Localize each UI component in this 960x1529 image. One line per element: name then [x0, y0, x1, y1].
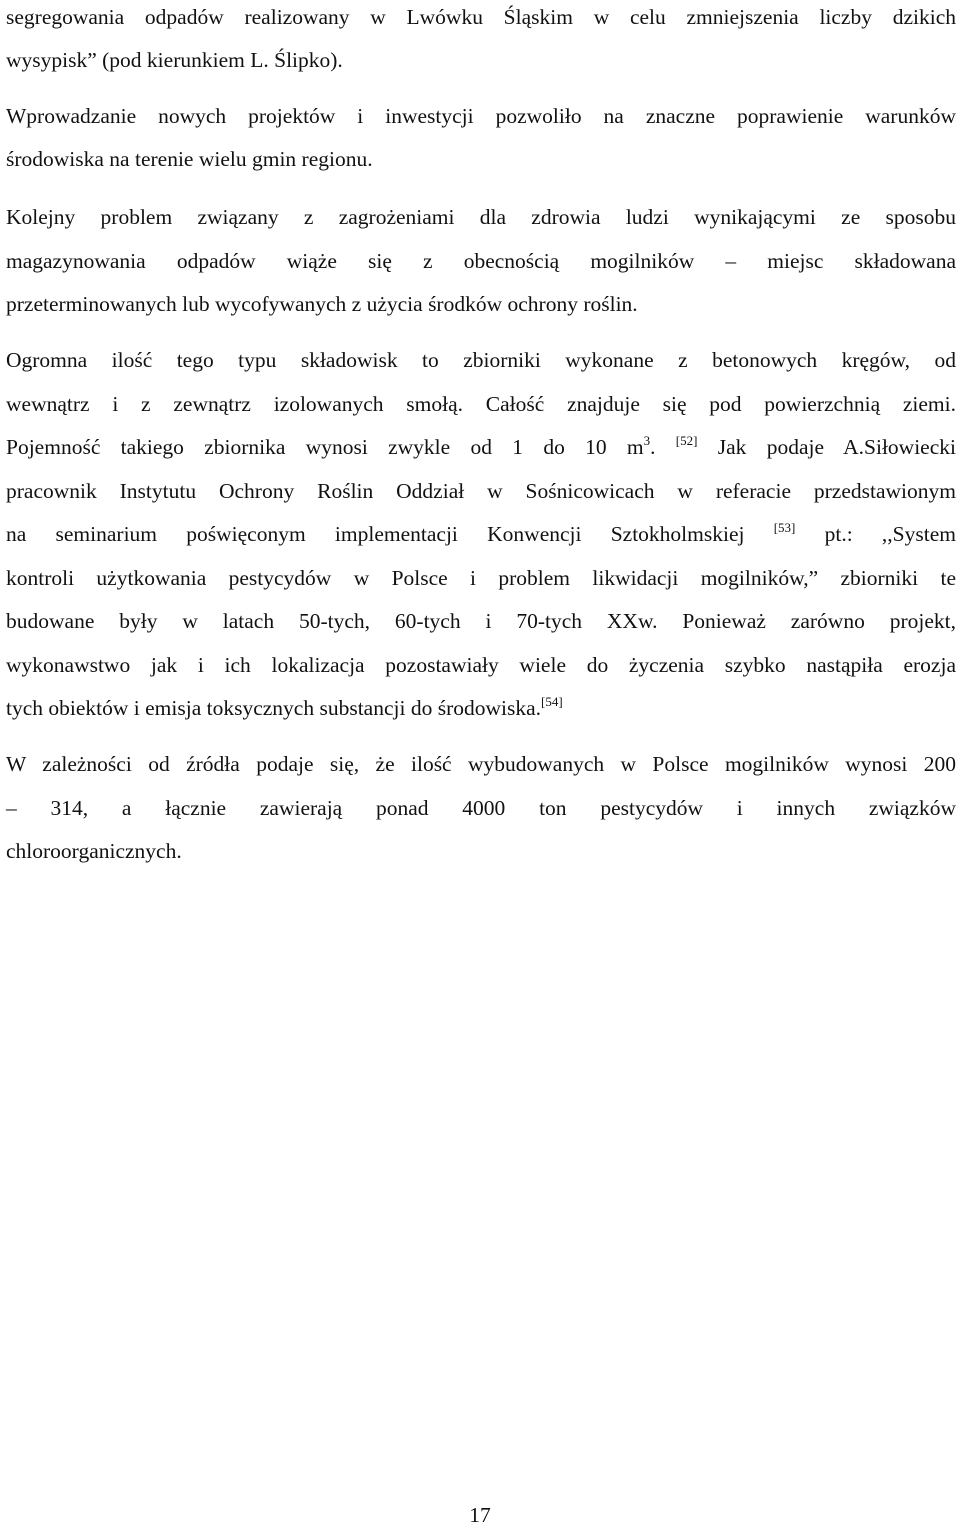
footnote-ref: [52] — [675, 433, 698, 448]
text-line: Wprowadzanie nowych projektów i inwestycji pozwoliło na znaczne poprawienie warunków — [6, 104, 956, 128]
footnote-ref: [53] — [773, 520, 796, 535]
text-segment: pt.: ,,System — [795, 522, 956, 546]
superscript: 3 — [643, 433, 651, 448]
text-line: budowane były w latach 50-tych, 60-tych i 70-tych XXw. Ponieważ zarówno projekt, — [6, 609, 956, 633]
text-line: segregowania odpadów realizowany w Lwówku Śląskim w celu zmniejszenia liczby dzikich — [6, 5, 956, 29]
text-line: wykonawstwo jak i ich lokalizacja pozostawiały wiele do życzenia szybko nastąpiła erozja — [6, 653, 956, 677]
text-line: magazynowania odpadów wiąże się z obecnością mogilników – miejsc składowana — [6, 249, 956, 273]
text-line: chloroorganicznych. — [6, 839, 182, 863]
text-segment: . — [650, 435, 676, 459]
text-segment: tych obiektów i emisja toksycznych substancji do środowiska. — [6, 696, 542, 720]
text-line: wysypisk” (pod kierunkiem L. Ślipko). — [6, 48, 343, 72]
text-segment: Jak podaje A.Siłowiecki — [697, 435, 956, 459]
text-line: wewnątrz i z zewnątrz izolowanych smołą. Całość znajduje się pod powierzchnią ziemi. — [6, 392, 956, 416]
text-line: pracownik Instytutu Ochrony Roślin Oddział w Sośnicowicach w referacie przedstawionym — [6, 479, 956, 503]
text-line: Ogromna ilość tego typu składowisk to zbiorniki wykonane z betonowych kręgów, od — [6, 348, 956, 372]
text-line: Kolejny problem związany z zagrożeniami dla zdrowia ludzi wynikającymi ze sposobu — [6, 205, 956, 229]
footnote-ref: [54] — [541, 694, 563, 709]
text-segment: Pojemność takiego zbiornika wynosi zwykle od 1 do 10 m — [6, 435, 644, 459]
text-line-with-footnote — [6, 432, 956, 462]
text-line-with-footnote — [6, 519, 956, 549]
text-line: kontroli użytkowania pestycydów w Polsce i problem likwidacji mogilników,” zbiorniki te — [6, 566, 956, 590]
text-line: – 314, a łącznie zawierają ponad 4000 ton pestycydów i innych związków — [6, 796, 956, 820]
text-line: przeterminowanych lub wycofywanych z użycia środków ochrony roślin. — [6, 292, 638, 316]
text-line: W zależności od źródła podaje się, że ilość wybudowanych w Polsce mogilników wynosi 200 — [6, 752, 956, 776]
page-number: 17 — [469, 1503, 491, 1527]
text-line: środowiska na terenie wielu gmin regionu. — [6, 147, 373, 171]
text-segment: na seminarium poświęconym implementacji Konwencji Sztokholmskiej — [6, 522, 774, 546]
text-line-with-footnote — [6, 693, 956, 723]
